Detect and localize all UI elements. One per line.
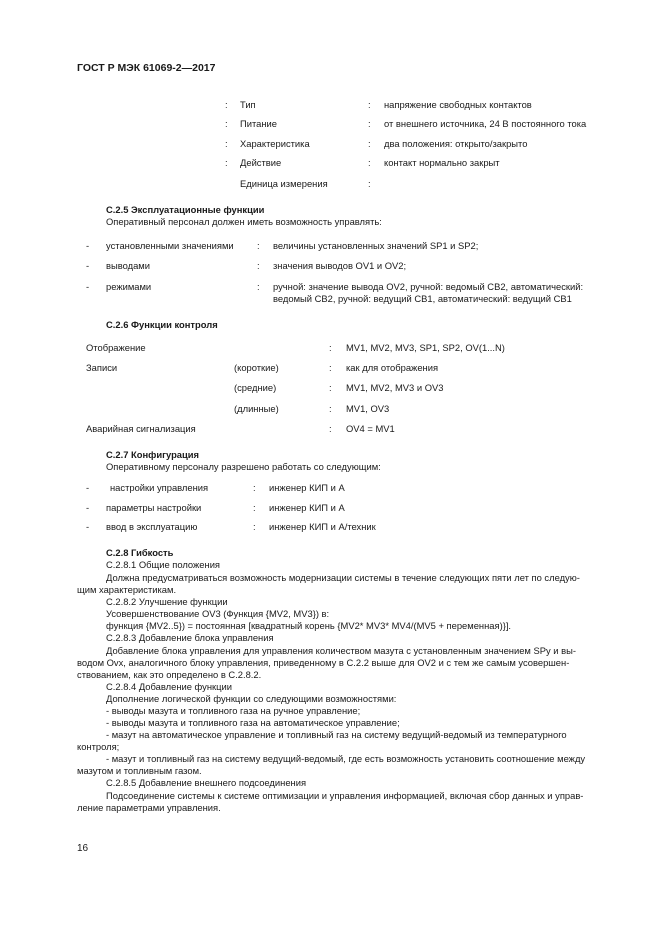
spec-label: Действие bbox=[240, 157, 282, 168]
list-label: настройки управления bbox=[110, 482, 209, 493]
spec-sep: : bbox=[368, 118, 371, 129]
bullet-line-cont: мазутом и топливным газом. bbox=[77, 765, 202, 776]
list-sep: : bbox=[253, 502, 256, 513]
page-number: 16 bbox=[77, 843, 89, 854]
subsection-title: С.2.8.3 Добавление блока управления bbox=[106, 632, 274, 643]
section-heading: С.2.7 Конфигурация bbox=[106, 449, 200, 460]
paragraph-line: Подсоединение системы к системе оптимизации и управления информацией, включая сбор данных и управ- bbox=[106, 790, 584, 801]
list-dash: - bbox=[86, 281, 90, 292]
section-heading: С.2.8 Гибкость bbox=[106, 547, 174, 558]
spec-sep: : bbox=[225, 99, 228, 110]
list-dash: - bbox=[86, 482, 90, 493]
list-label: режимами bbox=[106, 281, 152, 292]
list-value: инженер КИП и А bbox=[269, 502, 345, 513]
list-label: установленными значениями bbox=[106, 240, 234, 251]
records-value: как для отображения bbox=[346, 362, 439, 373]
records-qualifier: (короткие) bbox=[234, 362, 279, 373]
paragraph-line: Должна предусматриваться возможность модернизации системы в течение следующих пяти лет по следую- bbox=[106, 572, 580, 583]
spec-value: от внешнего источника, 24 В постоянного тока bbox=[384, 118, 587, 129]
subsection-title: С.2.8.1 Общие положения bbox=[106, 559, 221, 570]
list-label: выводами bbox=[106, 260, 150, 271]
bullet-line: - выводы мазута и топливного газа на ручное управление; bbox=[106, 705, 361, 716]
spec-value: контакт нормально закрыт bbox=[384, 157, 500, 168]
list-sep: : bbox=[253, 521, 256, 532]
sep: : bbox=[329, 382, 332, 393]
list-dash: - bbox=[86, 521, 90, 532]
section-intro: Оперативный персонал должен иметь возможность управлять: bbox=[106, 216, 382, 227]
subsection-title: С.2.8.2 Улучшение функции bbox=[106, 596, 228, 607]
sep: : bbox=[329, 342, 332, 353]
list-sep: : bbox=[257, 260, 260, 271]
paragraph-line: Добавление блока управления для управления количеством мазута с установленным значением SPy и вы- bbox=[106, 645, 576, 656]
spec-sep: : bbox=[368, 157, 371, 168]
document-header: ГОСТ Р МЭК 61069-2—2017 bbox=[77, 62, 216, 74]
display-label: Отображение bbox=[86, 342, 146, 353]
section-intro: Оперативному персоналу разрешено работать со следующим: bbox=[106, 461, 381, 472]
subsection-title: С.2.8.5 Добавление внешнего подсоединения bbox=[106, 777, 307, 788]
paragraph-line: Усовершенствование OV3 (Функция {MV2, MV3}) в: bbox=[106, 608, 330, 619]
spec-sep: : bbox=[225, 138, 228, 149]
list-value: ручной: значение вывода OV2, ручной: ведомый CB2, автоматический: bbox=[273, 281, 584, 292]
list-dash: - bbox=[86, 240, 90, 251]
sep: : bbox=[329, 403, 332, 414]
bullet-line: - мазут и топливный газ на систему ведущий-ведомый, где есть возможность установить соотношение между bbox=[106, 753, 586, 764]
list-value-cont: ведомый CB2, ручной: ведущий CB1, автоматический: ведущий CB1 bbox=[273, 293, 572, 304]
spec-sep: : bbox=[368, 99, 371, 110]
spec-sep: : bbox=[368, 178, 371, 189]
spec-value: два положения: открыто/закрыто bbox=[384, 138, 528, 149]
list-sep: : bbox=[253, 482, 256, 493]
display-value: MV1, MV2, MV3, SP1, SP2, OV(1...N) bbox=[346, 342, 505, 353]
list-sep: : bbox=[257, 281, 260, 292]
alarm-label: Аварийная сигнализация bbox=[86, 423, 196, 434]
sep: : bbox=[329, 423, 332, 434]
records-value: MV1, OV3 bbox=[346, 403, 390, 414]
paragraph-line: Дополнение логической функции со следующими возможностями: bbox=[106, 693, 397, 704]
spec-label: Характеристика bbox=[240, 138, 310, 149]
paragraph-line: водом Ovx, аналогичного блоку управления, приведенному в С.2.2 выше для OV2 и с тем же самым усовершен- bbox=[77, 657, 570, 668]
spec-sep: : bbox=[225, 157, 228, 168]
spec-sep: : bbox=[225, 118, 228, 129]
paragraph-line: функция {MV2..5}) = постоянная [квадратный корень {MV2* MV3* MV4/(MV5 + переменная)}]. bbox=[106, 620, 512, 631]
list-label: ввод в эксплуатацию bbox=[106, 521, 198, 532]
alarm-value: OV4 = MV1 bbox=[346, 423, 395, 434]
list-value: значения выводов OV1 и OV2; bbox=[273, 260, 407, 271]
records-qualifier: (средние) bbox=[234, 382, 277, 393]
bullet-line: - выводы мазута и топливного газа на автоматическое управление; bbox=[106, 717, 400, 728]
records-value: MV1, MV2, MV3 и OV3 bbox=[346, 382, 444, 393]
spec-sep: : bbox=[368, 138, 371, 149]
sep: : bbox=[329, 362, 332, 373]
bullet-line-cont: контроля; bbox=[77, 741, 120, 752]
spec-label: Единица измерения bbox=[240, 178, 328, 189]
list-value: инженер КИП и А bbox=[269, 482, 345, 493]
spec-label: Питание bbox=[240, 118, 278, 129]
list-dash: - bbox=[86, 502, 90, 513]
spec-value: напряжение свободных контактов bbox=[384, 99, 532, 110]
list-value: инженер КИП и А/техник bbox=[269, 521, 376, 532]
list-sep: : bbox=[257, 240, 260, 251]
list-label: параметры настройки bbox=[106, 502, 202, 513]
list-value: величины установленных значений SP1 и SP2; bbox=[273, 240, 479, 251]
list-dash: - bbox=[86, 260, 90, 271]
subsection-title: С.2.8.4 Добавление функции bbox=[106, 681, 232, 692]
paragraph-line: ствованием, как это определено в С.2.8.2. bbox=[77, 669, 262, 680]
records-label: Записи bbox=[86, 362, 118, 373]
paragraph-line: щим характеристикам. bbox=[77, 584, 177, 595]
section-heading: С.2.5 Эксплуатационные функции bbox=[106, 204, 265, 215]
bullet-line: - мазут на автоматическое управление и топливный газ на систему ведущий-ведомый из температурного bbox=[106, 729, 567, 740]
spec-label: Тип bbox=[240, 99, 256, 110]
section-heading: С.2.6 Функции контроля bbox=[106, 319, 218, 330]
records-qualifier: (длинные) bbox=[234, 403, 279, 414]
paragraph-line: ление параметрами управления. bbox=[77, 802, 221, 813]
